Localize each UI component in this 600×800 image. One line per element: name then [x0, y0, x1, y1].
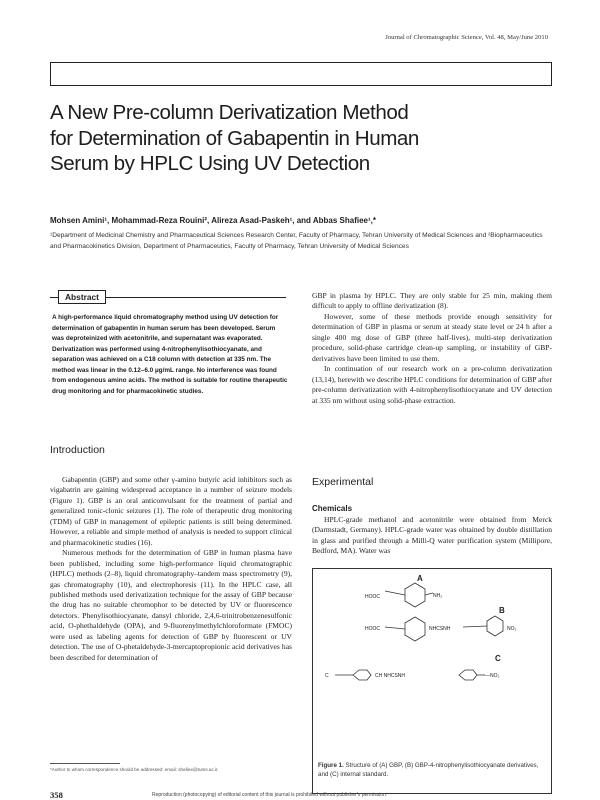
header-box [50, 62, 552, 86]
title-line-2: for Determination of Gabapentin in Human [50, 126, 419, 150]
title-line-3: Serum by HPLC Using UV Detection [50, 152, 370, 175]
c-atom: C [325, 673, 329, 679]
intro-paragraph-2: Numerous methods for the determination of GBP in human plasma have been published, including some high-performance liquid chromatographic (HPLC) methods (2–8), liquid chromatography–tandem mass spectrometry (9), gas chromatography (10), and electrophoresis (11). In the HPLC case, all published methods used derivatization technique for the assay of GBP because the drug has no suitable chromophor to be detected by UV or fluorescence detectors. Phenylisothiocyanate, dansyl chloride, 2,4,6-trinitrobenzenesulfonic acid, O-phethaldehyde (OPA), and 9-fluorenylmethylchloroformate (FMOC) were used as labeling agents for detection of GBP by fluorescent or UV detection. The use of O-phetaldehyde-3-mercaptopropionic acid derivatives has been described for determination of [50, 548, 292, 662]
structure-a [385, 583, 433, 607]
abstract-heading [50, 290, 286, 306]
abstract-text: A high-performance liquid chromatography method using UV detection for determination of gabapentin in human serum has been developed. Serum was deproteinized with acetonitrile, and supernatant was evaporated. Derivatization was performed using 4-nitrophenylisothiocyanate, and separation was achieved on a C18 column with detection at 335 nm. The method was linear in the 0.12–6.0 µg/mL range. No interference was found from endogenous amino acids. The method is suitable for routine therapeutic drug monitoring and for pharmacokinetic studies. [52, 314, 288, 395]
label-c: C [495, 654, 501, 663]
paper-title [50, 100, 490, 177]
ch-nhcsnh: CH NHCSNH [375, 673, 405, 679]
right-column-body [312, 291, 552, 406]
left-column-body [50, 475, 292, 663]
right-paragraph-2: However, some of these methods provide enough sensitivity for determination of GBP in plasma or serum at steady state level or 24 h after a single 400 mg dose of GBP (three half-lives), multi-step derivatization procedure, solid-phase cartridge clean-up sampling, or instability of GBP-derivatives have been limited to use them. [312, 311, 552, 363]
figure-caption-text: Structure of (A) GBP, (B) GBP-4-nitrophenylisothiocyanate derivatives, and (C) internal standard. [318, 762, 539, 778]
title-line-1: A New Pre-column Derivatization Method [50, 101, 409, 124]
figure-caption [318, 761, 546, 779]
nhcsnh-b: NHCSNH [429, 626, 451, 632]
right-paragraph-3: In continuation of our research work on a pre-column derivatization (13,14), herewith we describe HPLC conditions for determination of GBP after pre-column derivatization with 4-nitrophenylisothiocyanate and UV detection at 335 nm without using solid-phase extraction. [312, 364, 552, 405]
journal-header: Journal of Chromatographic Science, Vol. 48, May/June 2010 [385, 34, 548, 41]
footnote: *Author to whom correspondence should be addressed: email: shafiee@tums.ac.ir. [50, 767, 219, 772]
experimental-heading: Experimental [312, 476, 374, 488]
hooc-b: HOOC [365, 626, 380, 632]
intro-paragraph-1: Gabapentin (GBP) and some other γ-amino butyric acid inhibitors such as vigabatrin are gaining widespread acceptance in a number of seizure models (Figure 1). GBP is an oral anticonvulsant for the treatment of partial and generalized tonic-clonic seizures (1). The role of therapeutic drug monitoring (TDM) of GBP in management of epileptic patients is still being determined. However, a reliable and simple method of analysis is needed to support clinical and pharmacokinetic studies (16). [50, 475, 292, 547]
chemicals-body [312, 515, 552, 557]
introduction-heading: Introduction [50, 444, 105, 456]
page-number: 358 [50, 790, 63, 800]
no2-c: —NO₂ [485, 673, 500, 679]
authors: Mohsen Amini¹, Mohammad-Reza Rouini², Alireza Asad-Paskeh¹, and Abbas Shafiee¹,* [50, 216, 376, 225]
hooc-a: HOOC [365, 594, 380, 600]
reproduction-note: Reproduction (photocopying) of editorial content of this journal is prohibited without publisher's permission. [152, 792, 388, 798]
affiliation: ¹Department of Medicinal Chemistry and Pharmaceutical Sciences Research Center, Faculty of Pharmacy, Tehran University of Medical Sciences and ²Biopharmaceutics and Pharmacokinetics Division, Department of Pharmaceutics, Faculty of Pharmacy, Tehran University of Medical Sciences [50, 232, 543, 250]
label-a: A [417, 574, 423, 583]
no2-b: NO₂ [507, 626, 517, 632]
footnote-rule [50, 763, 120, 764]
figure-caption-label: Figure 1. [318, 762, 344, 769]
structure-c [335, 670, 485, 680]
label-b: B [499, 606, 505, 615]
abstract-label: Abstract [58, 290, 106, 304]
chemicals-paragraph: HPLC-grade methanol and acetonitrile were obtained from Merck (Darmstadt, Germany). HPLC-grade water was obtained by double distillation in glass and purified through a Milli-Q water purification system (Millipore, Bedford, MA). Water was [312, 515, 552, 556]
nh2-a: NH₂ [433, 593, 443, 599]
right-paragraph-1: GBP in plasma by HPLC. They are only stable for 25 min, making them difficult to apply to offline derivatization (8). [312, 291, 552, 311]
chemicals-heading: Chemicals [312, 504, 353, 513]
